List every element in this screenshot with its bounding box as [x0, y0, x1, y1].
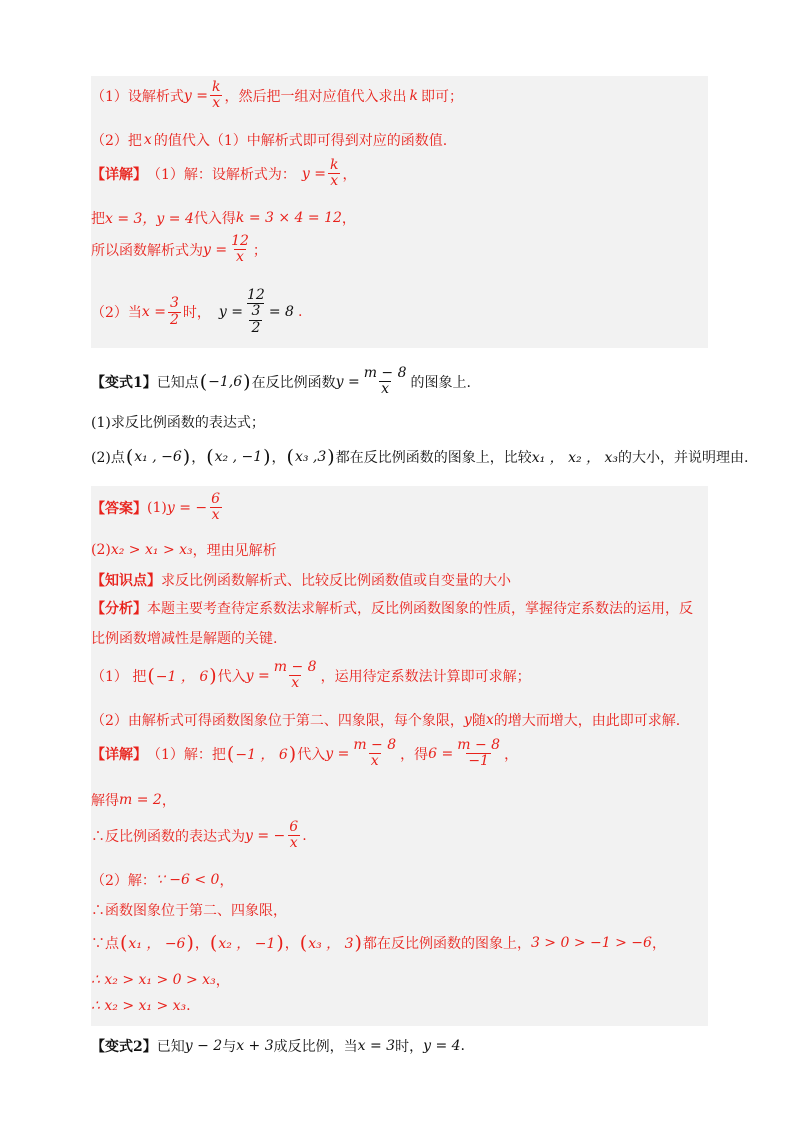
- text: ，: [219, 873, 234, 889]
- numerator: 3: [251, 303, 261, 320]
- math: x₂ > x₁ > x₃: [110, 542, 193, 558]
- math: −1,6: [208, 373, 243, 390]
- text: 即可；: [420, 88, 463, 105]
- math: y: [463, 712, 472, 728]
- math: x₂ ， −1: [218, 936, 276, 952]
- fraction: [168, 296, 181, 328]
- answer-line-2: [91, 540, 277, 560]
- paren: ): [182, 446, 191, 468]
- fraction: [229, 234, 251, 266]
- paren: ): [327, 446, 335, 468]
- math: y =: [301, 165, 327, 182]
- text: ∴反比例函数的表达式为: [91, 828, 245, 845]
- fraction: [210, 80, 222, 112]
- denominator: x: [291, 675, 300, 692]
- text: (2): [91, 542, 111, 558]
- text: 与: [222, 1039, 237, 1055]
- paren: (: [286, 446, 294, 468]
- denominator: x: [236, 249, 244, 266]
- paren: (: [199, 370, 208, 393]
- denominator: x: [211, 507, 220, 524]
- text: 所以函数解析式为: [91, 242, 203, 259]
- solution-panel-1: [91, 76, 708, 348]
- denominator: x: [330, 173, 339, 190]
- text: .: [460, 1038, 465, 1054]
- math: −1 ， 6: [155, 668, 209, 685]
- paren: ): [209, 664, 217, 687]
- text: （1）设解析式: [91, 88, 184, 105]
- text: 已知: [156, 1039, 185, 1055]
- math: k = 3 × 4 = 12: [235, 210, 342, 226]
- text: 求反比例函数解析式、比较反比例函数值或自变量的大小: [161, 573, 511, 589]
- text: ，运用待定系数法计算即可求解；: [320, 668, 531, 685]
- text: (1): [147, 499, 167, 516]
- analysis-step-1: [91, 660, 531, 692]
- math: y =: [325, 745, 350, 762]
- paren: ): [288, 742, 297, 765]
- text: 的大小，并说明理由.: [618, 450, 749, 466]
- math: k: [409, 87, 418, 104]
- numerator: m − 8: [457, 737, 501, 753]
- math: x: [485, 712, 494, 728]
- math: 6 =: [428, 745, 454, 762]
- math: x₁ ， x₂ ， x₃: [531, 450, 619, 466]
- text: 在反比例函数: [251, 374, 336, 391]
- text: 的图象上.: [410, 374, 471, 391]
- analysis-step-2: [91, 710, 680, 730]
- paren: (: [226, 742, 235, 765]
- text: 都在反比例函数的图象上，比较: [335, 450, 532, 466]
- knowledge-tag: 【知识点】: [91, 573, 161, 589]
- panel1-line-5: [91, 234, 267, 266]
- math: 3 > 0 > −1 > −6: [530, 935, 652, 951]
- math: ∴ x₂ > x₁ > 0 > x₃: [91, 972, 216, 988]
- math: y = 4: [423, 1038, 461, 1054]
- fraction: [272, 660, 319, 692]
- paren: (: [299, 932, 308, 954]
- denominator: −1: [468, 753, 489, 770]
- math: x₁ , −6: [134, 449, 182, 465]
- panel1-line-2: [91, 130, 447, 150]
- denominator: x: [289, 835, 298, 852]
- numerator: 6: [289, 819, 299, 835]
- denominator: 2: [170, 311, 179, 328]
- numerator: m − 8: [353, 737, 397, 753]
- numerator: 3: [170, 295, 179, 312]
- numerator: 12: [231, 233, 249, 249]
- text: ；: [252, 242, 267, 259]
- math: x₂ , −1: [214, 449, 263, 465]
- text: ，: [504, 746, 519, 763]
- detail-line-6: ∵点 ( x₁ ， −6 ) ， ( x₂ ， −1 ) ， ( x₃ ， 3 ) 都在反比例函数的图象上， 3 > 0 > −1 > −6 ，: [91, 932, 666, 954]
- paren: (: [147, 664, 155, 687]
- text: ，: [161, 793, 176, 809]
- math: y =: [203, 241, 228, 258]
- panel1-line-3: [91, 158, 357, 190]
- math: y =: [335, 373, 360, 390]
- detail-line-7: [91, 970, 230, 990]
- detail-tag: 【详解】: [91, 746, 147, 763]
- denominator: x: [370, 753, 379, 770]
- math: = 8: [268, 304, 294, 321]
- fraction: [351, 738, 398, 770]
- text: ，理由见解析: [192, 543, 277, 559]
- paren: ): [276, 932, 284, 954]
- text: ∴函数图象位于第二、四象限，: [91, 903, 287, 919]
- answer-line-1: [91, 492, 224, 524]
- text: 时，: [182, 305, 211, 322]
- text: ，然后把一组对应值代入求出: [224, 88, 407, 105]
- analysis-tag: 【分析】: [91, 601, 147, 617]
- text: 把: [91, 211, 105, 227]
- math: x₁ ， −6: [128, 936, 186, 952]
- denominator: x: [381, 381, 390, 398]
- fraction: [362, 366, 409, 398]
- math: ∴ x₂ > x₁ > x₃: [91, 998, 187, 1014]
- math: x₃ ， 3: [308, 936, 354, 952]
- detail-line-3: [91, 820, 307, 852]
- variant-tag: 【变式2】: [91, 1039, 157, 1055]
- text: (1)求反比例函数的表达式；: [91, 415, 265, 431]
- text: 时，: [395, 1039, 424, 1055]
- panel1-line-4: [91, 208, 356, 228]
- detail-line-5: [91, 900, 287, 920]
- text: 都在反比例函数的图象上，: [362, 936, 531, 952]
- text: 代入: [217, 668, 246, 685]
- math: y − 2: [184, 1038, 223, 1054]
- text: 的值代入（1）中解析式即可得到对应的函数值.: [153, 133, 448, 149]
- text: ，: [342, 166, 357, 183]
- math: x: [143, 132, 152, 148]
- numerator: k: [330, 157, 339, 173]
- detail-line-2: [91, 790, 176, 810]
- text: (2)点: [91, 450, 125, 466]
- text: （2）解：: [91, 873, 156, 889]
- answer-tag: 【答案】: [91, 500, 147, 517]
- knowledge-point: [91, 570, 511, 590]
- numerator: m − 8: [273, 659, 317, 675]
- text: 代入得: [193, 211, 236, 227]
- text: .: [302, 827, 307, 844]
- numerator: 12: [247, 287, 265, 303]
- text: 代入: [297, 746, 326, 763]
- math: y =: [218, 304, 244, 321]
- text: .: [297, 304, 303, 321]
- math: ∵ −6 < 0: [155, 872, 220, 888]
- paren: (: [209, 932, 218, 954]
- paren: ): [354, 932, 362, 954]
- text: ，: [215, 973, 230, 989]
- fraction: [287, 820, 300, 852]
- denominator: [247, 303, 264, 336]
- math: x + 3: [236, 1038, 274, 1054]
- detail-tag: 【详解】: [91, 166, 147, 183]
- paren: (: [125, 446, 134, 468]
- variant-tag: 【变式1】: [91, 374, 157, 391]
- text: （1） 把: [91, 668, 147, 685]
- math: −1 ， 6: [235, 746, 288, 763]
- denominator: x: [212, 95, 221, 112]
- math: y =: [245, 667, 270, 684]
- variant-2-header: [91, 1036, 465, 1056]
- fraction: [209, 492, 222, 524]
- text: （1）解：把: [147, 746, 226, 763]
- panel1-line-6: [91, 288, 302, 336]
- math: y = −: [166, 499, 208, 516]
- solution-panel-2: [91, 486, 708, 1026]
- text: ，: [341, 211, 356, 227]
- text: 本题主要考查待定系数法求解析式，反比例函数图象的性质，掌握待定系数法的运用，反: [147, 601, 693, 617]
- math: x = 3: [357, 1038, 396, 1054]
- analysis-line-2: [91, 628, 277, 648]
- text: （2）由解析式可得函数图象位于第二、四象限，每个象限，: [91, 713, 464, 729]
- numerator: k: [212, 79, 221, 95]
- panel1-line-1: [91, 80, 463, 112]
- variant-1-q2: (2)点 ( x₁ , −6 ) ， ( x₂ , −1 ) ， ( x₃ ,3 ) 都在反比例函数的图象上，比较 x₁ ， x₂ ， x₃ 的大小，并说明理由.: [91, 446, 749, 468]
- compound-fraction: [245, 288, 267, 336]
- fraction: [328, 158, 340, 190]
- analysis-line-1: [91, 598, 693, 618]
- text: （2）当: [91, 305, 142, 322]
- text: 的增大而增大，由此即可求解.: [493, 713, 681, 729]
- math: y = −: [245, 827, 286, 844]
- paren: (: [120, 932, 128, 954]
- detail-line-8: [91, 998, 191, 1014]
- text: ，: [651, 936, 666, 952]
- paren: ): [186, 932, 194, 954]
- text: 比例函数增减性是解题的关键.: [91, 631, 278, 647]
- math: m = 2: [119, 792, 162, 808]
- paren: ): [263, 446, 271, 468]
- text: ，得: [400, 746, 429, 763]
- text: 解得: [91, 793, 119, 809]
- variant-1-q1: [91, 412, 265, 432]
- denominator: 2: [251, 319, 261, 336]
- numerator: 6: [211, 491, 221, 507]
- paren: ): [243, 370, 251, 393]
- detail-line-1: [91, 738, 518, 770]
- text: （2）把: [91, 133, 142, 149]
- detail-line-4: [91, 870, 233, 890]
- paren: (: [206, 446, 214, 468]
- math: x =: [141, 304, 166, 321]
- text: 已知点: [156, 374, 199, 391]
- text: .: [186, 998, 191, 1014]
- math: x = 3，y = 4: [105, 211, 194, 227]
- math: x₃ ,3: [294, 449, 327, 465]
- math: y =: [183, 87, 209, 104]
- text: 成反比例，当: [273, 1039, 358, 1055]
- text: ∵点: [91, 936, 119, 952]
- variant-1-header: [91, 366, 471, 398]
- numerator: m − 8: [363, 365, 407, 381]
- text: 随: [471, 713, 486, 729]
- fraction: [455, 738, 502, 770]
- text: （1）解：设解析式为：: [147, 166, 296, 183]
